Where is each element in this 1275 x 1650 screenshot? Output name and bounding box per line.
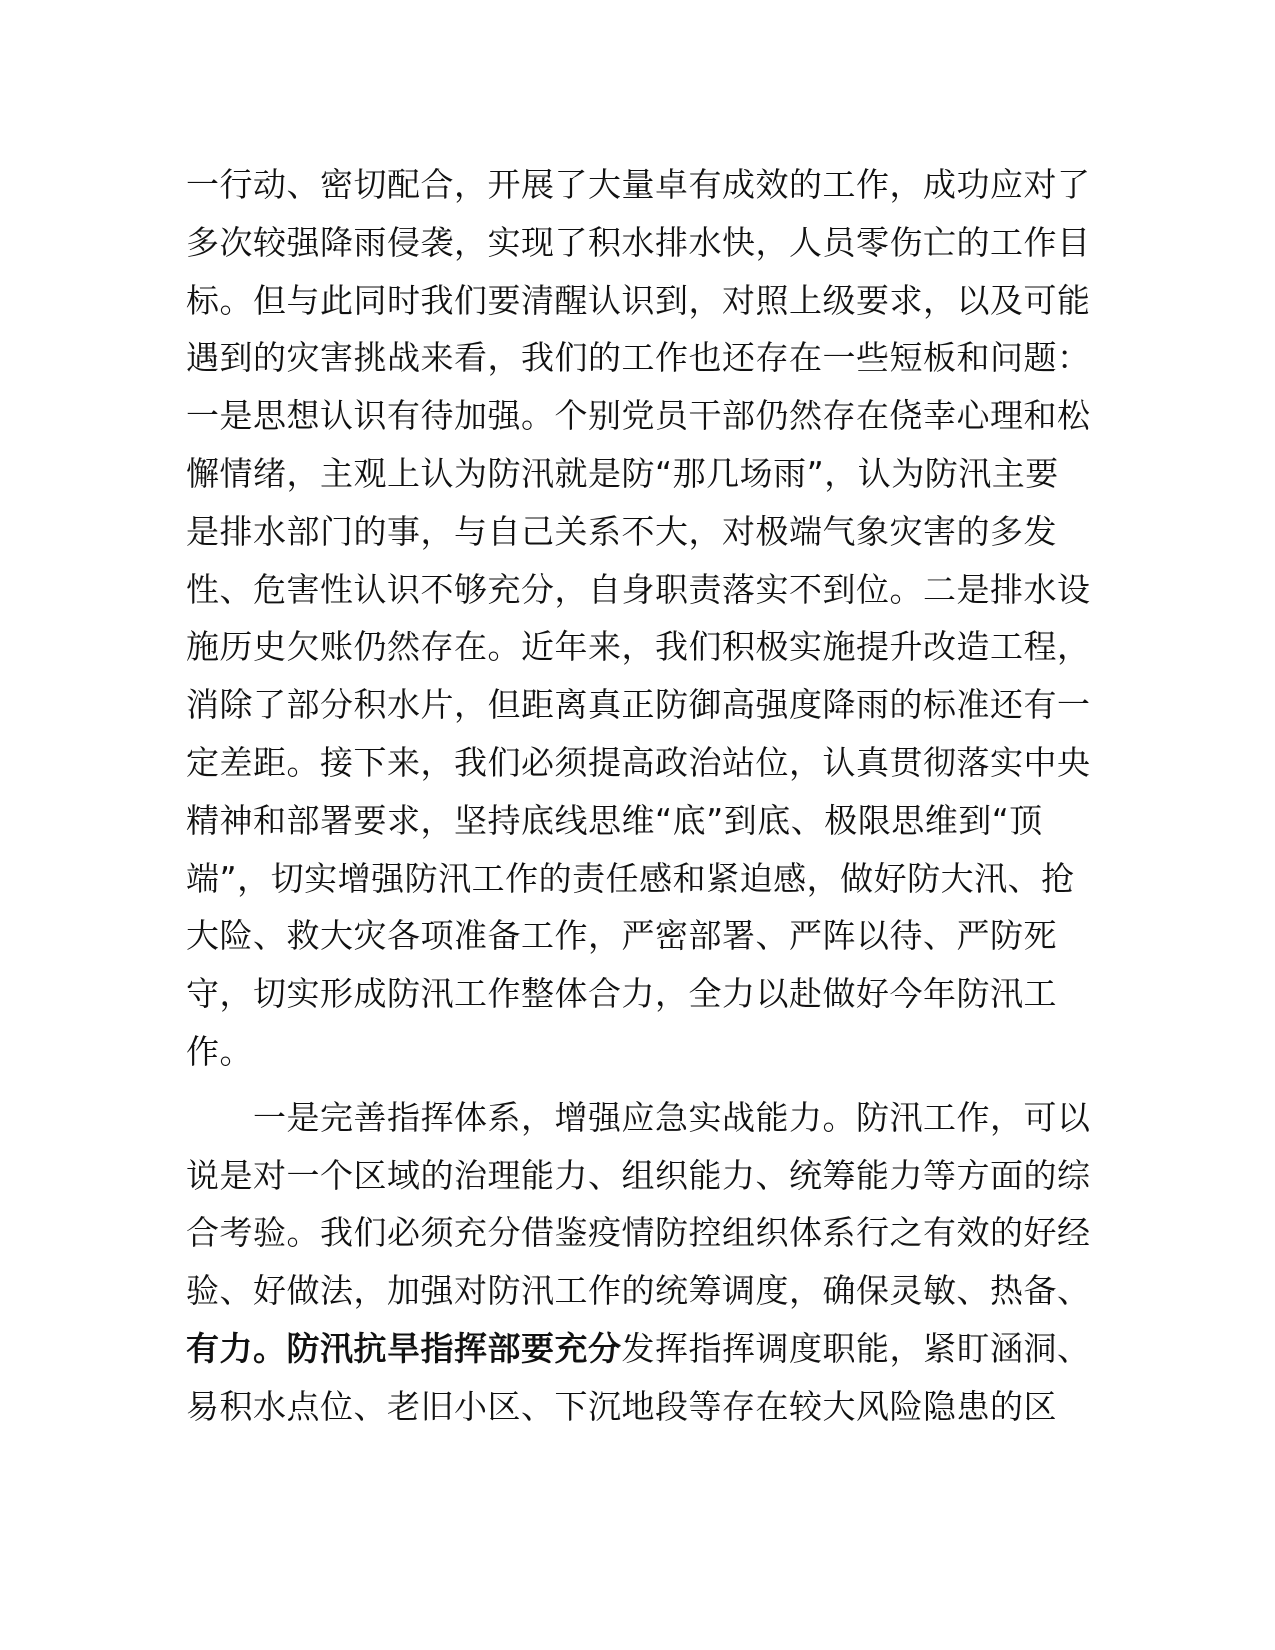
text-line: 遇到的灾害挑战来看，我们的工作也还存在一些短板和问题： bbox=[186, 338, 1091, 378]
text-line: 性、危害性认识不够充分，自身职责落实不到位。二是排水设 bbox=[186, 569, 1091, 609]
paragraph-2 bbox=[186, 1089, 1091, 1436]
text-line bbox=[186, 1320, 1091, 1378]
paragraph-gap bbox=[186, 1081, 1086, 1089]
text-line: 验、好做法，加强对防汛工作的统筹调度，确保灵敏、热备、 bbox=[186, 1271, 1091, 1311]
text-line: 消除了部分积水片，但距离真正防御高强度降雨的标准还有一 bbox=[186, 685, 1091, 725]
text-line: 精神和部署要求，坚持底线思维“底”到底、极限思维到“顶 bbox=[186, 800, 1043, 840]
text-line: 一是完善指挥体系，增强应急实战能力。防汛工作，可以 bbox=[186, 1097, 1091, 1137]
text-line: 一是思想认识有待加强。个别党员干部仍然存在侥幸心理和松 bbox=[186, 396, 1091, 436]
text-line: 作。 bbox=[186, 1031, 253, 1071]
text-line: 易积水点位、老旧小区、下沉地段等存在较大风险隐患的区 bbox=[186, 1386, 1057, 1426]
text-line: 定差距。接下来，我们必须提高政治站位，认真贯彻落实中央 bbox=[186, 742, 1091, 782]
bold-phrase: 有力。防汛抗旱指挥部要充分 bbox=[186, 1328, 622, 1368]
text-line: 标。但与此同时我们要清醒认识到，对照上级要求，以及可能 bbox=[186, 280, 1091, 320]
text-line: 施历史欠账仍然存在。近年来，我们积极实施提升改造工程， bbox=[186, 627, 1091, 667]
text-line: 守，切实形成防汛工作整体合力，全力以赴做好今年防汛工 bbox=[186, 974, 1057, 1014]
text-line: 懈情绪，主观上认为防汛就是防“那几场雨”，认为防汛主要 bbox=[186, 453, 1059, 493]
text-line: 一行动、密切配合，开展了大量卓有成效的工作，成功应对了 bbox=[186, 165, 1091, 204]
text-line: 合考验。我们必须充分借鉴疫情防控组织体系行之有效的好经 bbox=[186, 1213, 1091, 1253]
text-line: 大险、救大灾各项准备工作，严密部署、严阵以待、严防死 bbox=[186, 916, 1057, 956]
body-text bbox=[186, 156, 1091, 1436]
paragraph-1 bbox=[186, 156, 1091, 1081]
text-line: 多次较强降雨侵袭，实现了积水排水快，人员零伤亡的工作目 bbox=[186, 222, 1091, 262]
line-remainder: 发挥指挥调度职能，紧盯涵洞、 bbox=[621, 1328, 1091, 1368]
text-line: 端”，切实增强防汛工作的责任感和紧迫感，做好防大汛、抢 bbox=[186, 858, 1075, 898]
text-line: 说是对一个区域的治理能力、组织能力、统筹能力等方面的综 bbox=[186, 1155, 1091, 1195]
text-line: 是排水部门的事，与自己关系不大，对极端气象灾害的多发 bbox=[186, 511, 1057, 551]
